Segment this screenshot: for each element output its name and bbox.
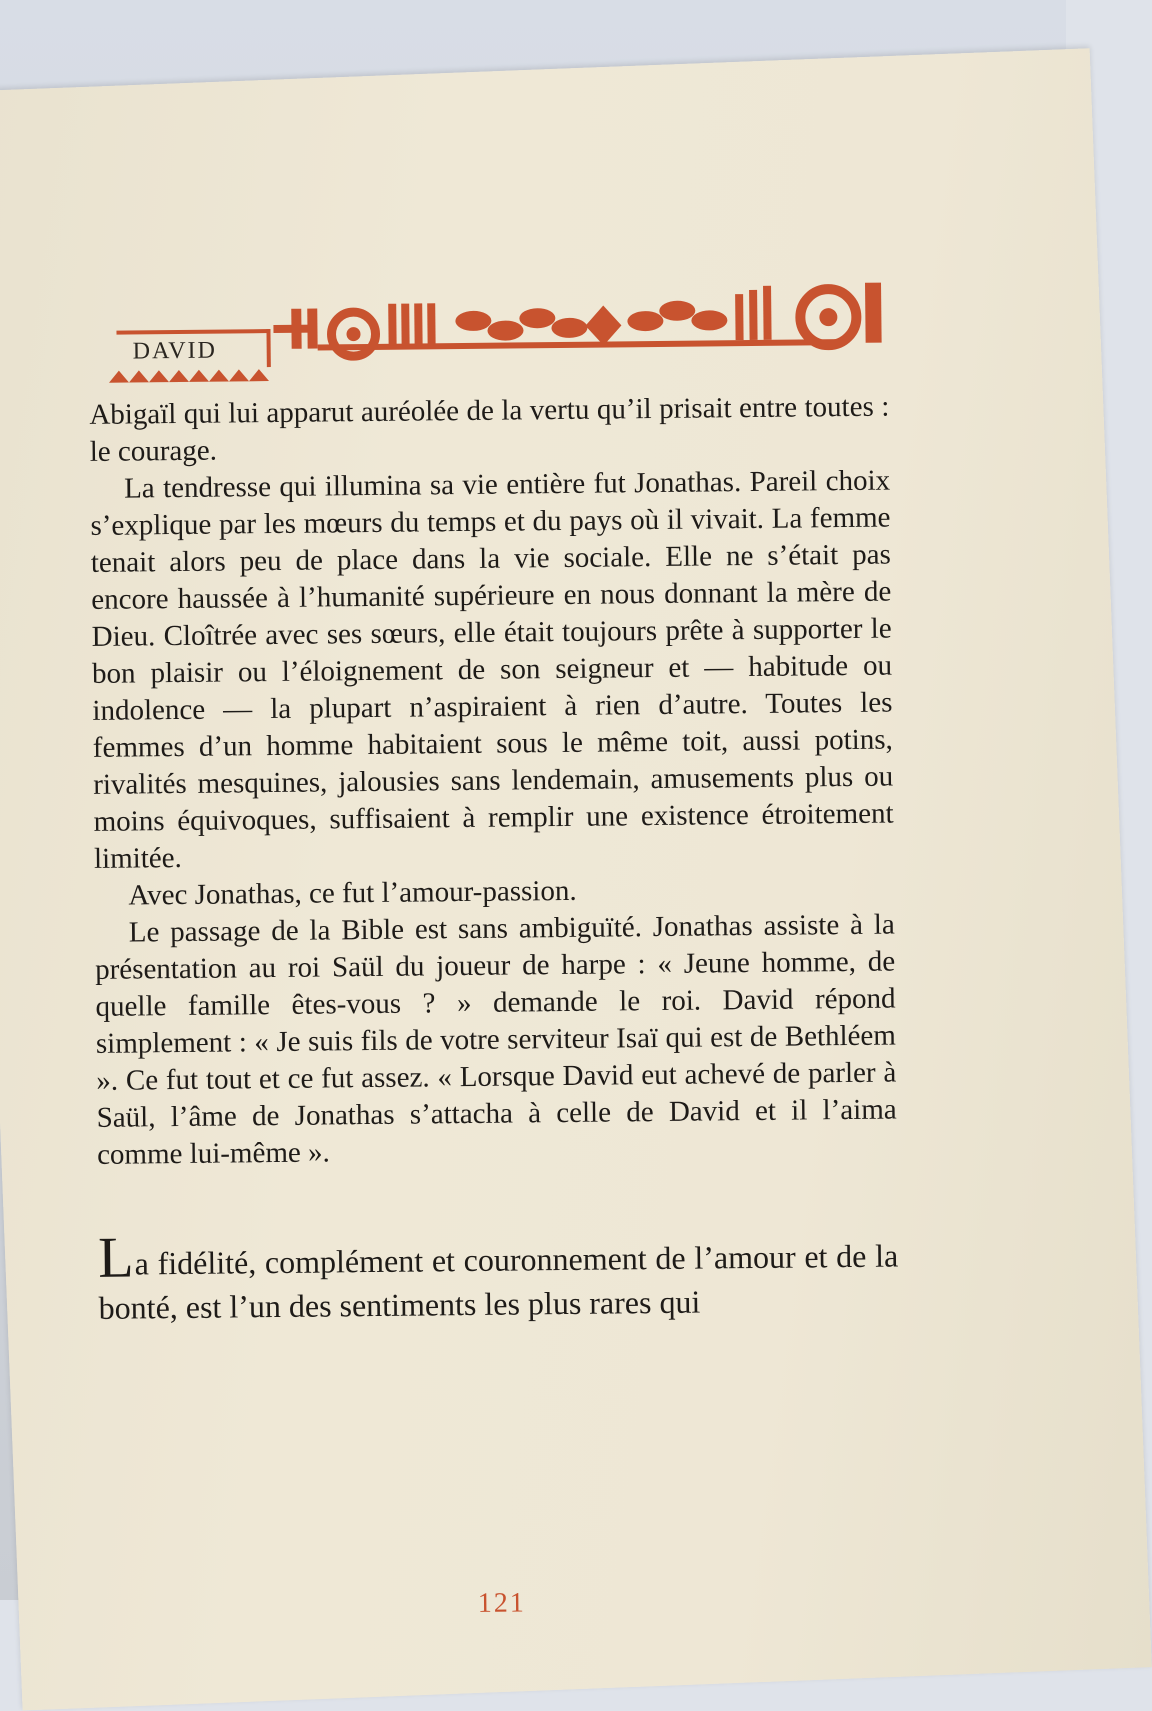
page-content (88, 279, 899, 1619)
zigzag-border-icon (109, 369, 269, 383)
page-number: 121 (477, 1587, 526, 1619)
paragraph: La tendresse qui illumina sa vie entière fut Jonathas. Pareil choix s’explique par les mœurs du temps et du pays où il vivait. La femme tenait alors peu de place dans la vie sociale. Elle ne s’était pas encore haussée à l’humanité supérieure en nous donnant la mère de Dieu. Cloîtrée avec ses sœurs, elle était toujours prête à supporter le bon plaisir ou l’éloignement de son seigneur et — habitude ou indolence — la plupart n’aspiraient à rien d’autre. Toutes les femmes d’un homme habitaient sous le même toit, aussi potins, rivalités mesquines, jalousies sans lendemain, amusements plus ou moins équivoques, suffisaient à remplir une existence étroitement limitée. (90, 464, 894, 875)
drop-cap: L (97, 1224, 134, 1290)
chapter-header (88, 279, 889, 387)
section-text: a fidélité, complément et couronnement de l’amour et de la bonté, est l’un des sentiments les plus rares qui (98, 1237, 899, 1326)
ornamental-frieze-icon (273, 279, 884, 377)
paragraph: Le passage de la Bible est sans ambiguïté. Jonathas assiste à la présentation au roi Saül du joueur de harpe : « Jeune homme, de quelle famille êtes-vous ? » demande le roi. David répond simplement : « Je suis fils de votre serviteur Isaï qui est de Bethléem ». Ce fut tout et ce fut assez. « Lorsque David eut achevé de parler à Saül, l’âme de Jonathas s’attacha à celle de David et il l’aima comme lui-même ». (94, 908, 897, 1171)
paragraph: Abigaïl qui lui apparut auréolée de la vertu qu’il prisait entre toutes : le courage. (89, 390, 890, 468)
running-head: DAVID (132, 337, 218, 365)
body-text (89, 389, 897, 1174)
book-page (0, 48, 1152, 1710)
new-section (97, 1224, 899, 1330)
paragraph: Avec Jonathas, ce fut l’amour-passion. (128, 874, 577, 912)
running-head-box (116, 329, 270, 369)
